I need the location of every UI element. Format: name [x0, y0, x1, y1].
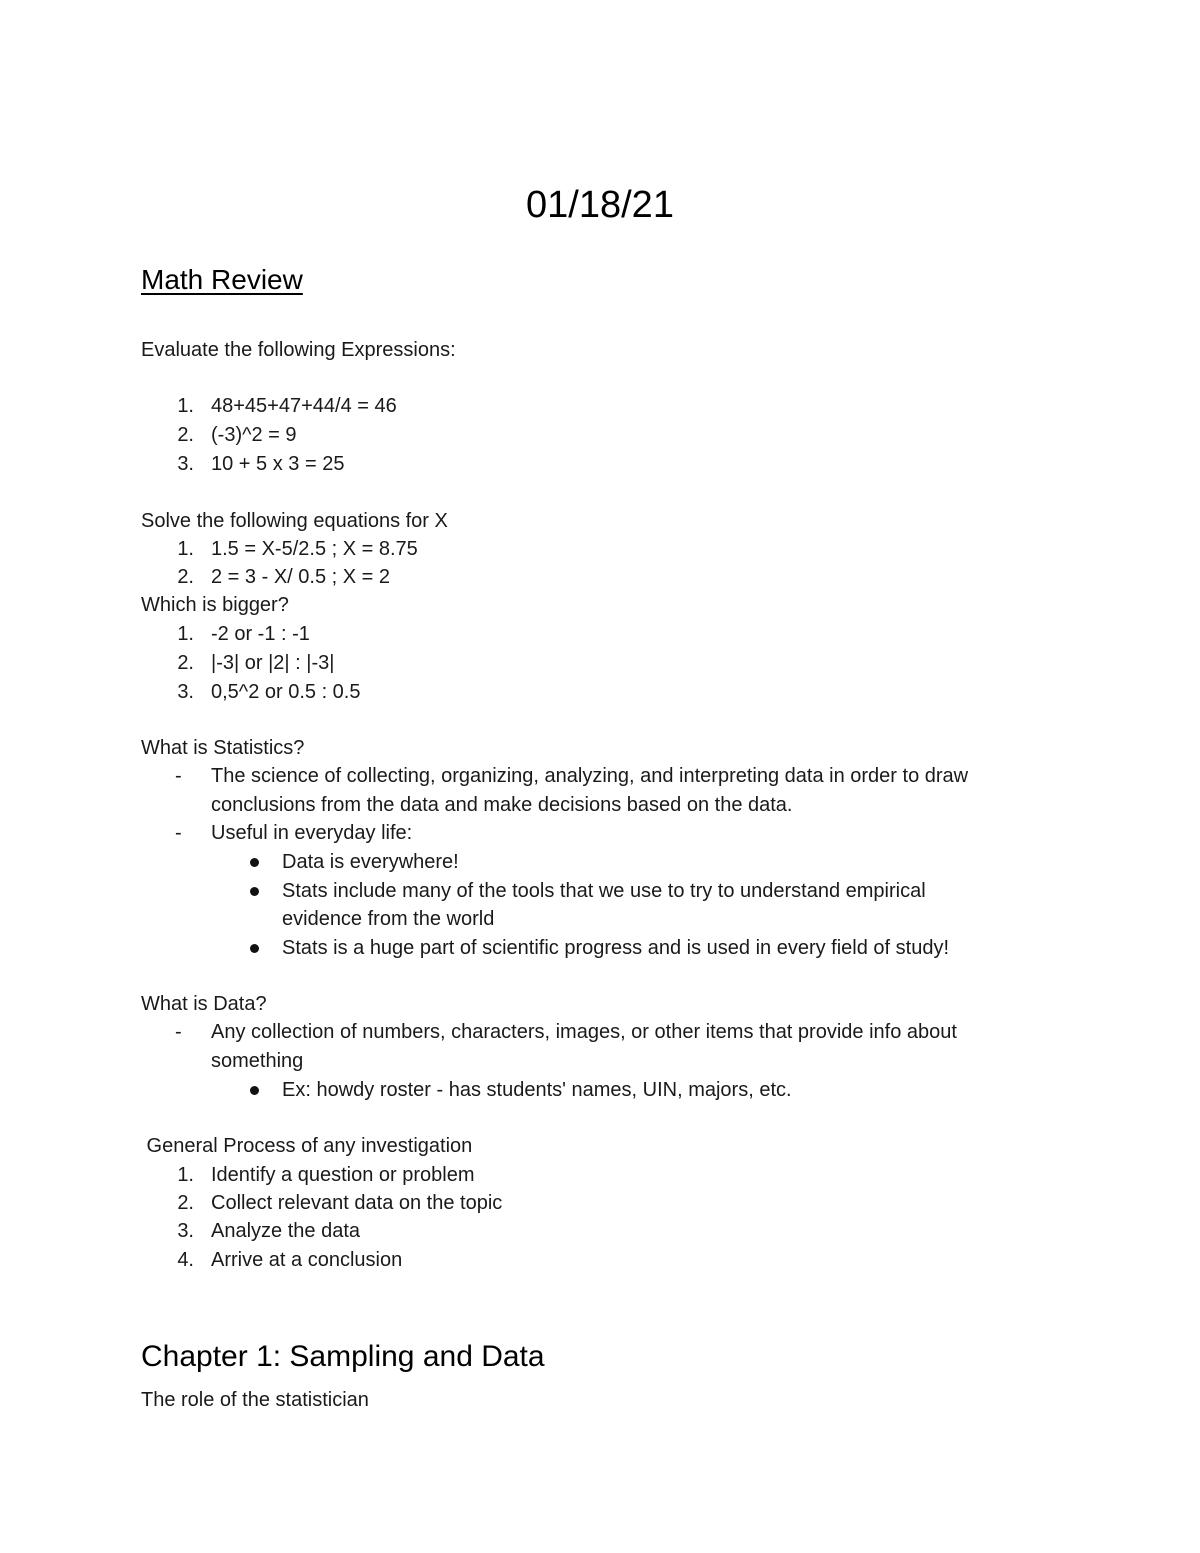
bullet-dot-icon: [250, 944, 259, 953]
list-item-text: Identify a question or problem: [211, 1164, 475, 1186]
dash-item-line: conclusions from the data and make decisions based on the data.: [211, 794, 793, 816]
bullet-dot-icon: [250, 887, 259, 896]
data-question: What is Data?: [141, 993, 267, 1015]
bullet-item-line: Data is everywhere!: [282, 851, 459, 873]
list-item-text: -2 or -1 : -1: [211, 623, 310, 645]
bullet-dot-icon: [250, 1086, 259, 1095]
list-number: 2.: [177, 424, 194, 446]
process-heading: General Process of any investigation: [141, 1135, 473, 1157]
chapter-heading: Chapter 1: Sampling and Data: [141, 1340, 545, 1373]
list-number: 1.: [177, 623, 194, 645]
statistics-question: What is Statistics?: [141, 737, 305, 759]
list-item-text: Collect relevant data on the topic: [211, 1192, 503, 1214]
chapter-subheading: The role of the statistician: [141, 1389, 369, 1411]
dash-item-line: something: [211, 1050, 304, 1072]
dash-marker: -: [175, 1021, 182, 1043]
bullet-item-line: evidence from the world: [282, 908, 495, 930]
list-number: 2.: [177, 1192, 194, 1214]
math-review-heading: Math Review: [141, 264, 303, 295]
date-title: 01/18/21: [526, 184, 674, 226]
list-number: 1.: [177, 395, 194, 417]
list-number: 2.: [177, 566, 194, 588]
bigger-prompt: Which is bigger?: [141, 594, 289, 616]
dash-marker: -: [175, 765, 182, 787]
list-item-text: 0,5^2 or 0.5 : 0.5: [211, 681, 361, 703]
list-item-text: Arrive at a conclusion: [211, 1249, 403, 1271]
list-number: 3.: [177, 681, 194, 703]
list-item-text: (-3)^2 = 9: [211, 424, 297, 446]
bullet-item-line: Stats is a huge part of scientific progress and is used in every field of study!: [282, 937, 950, 959]
list-number: 1.: [177, 538, 194, 560]
list-item-text: 2 = 3 - X/ 0.5 ; X = 2: [211, 566, 390, 588]
list-item-text: Analyze the data: [211, 1220, 360, 1242]
list-number: 2.: [177, 652, 194, 674]
solve-prompt: Solve the following equations for X: [141, 510, 448, 532]
evaluate-prompt: Evaluate the following Expressions:: [141, 339, 456, 361]
list-item-text: |-3| or |2| : |-3|: [211, 652, 335, 674]
list-number: 3.: [177, 1220, 194, 1242]
list-number: 3.: [177, 453, 194, 475]
dash-item-line: The science of collecting, organizing, analyzing, and interpreting data in order to draw: [211, 765, 969, 787]
list-number: 4.: [177, 1249, 194, 1271]
dash-item-line: Useful in everyday life:: [211, 822, 413, 844]
list-item-text: 10 + 5 x 3 = 25: [211, 453, 345, 475]
dash-marker: -: [175, 822, 182, 844]
dash-item-line: Any collection of numbers, characters, images, or other items that provide info about: [211, 1021, 957, 1043]
bullet-dot-icon: [250, 858, 259, 867]
bullet-item-line: Ex: howdy roster - has students' names, UIN, majors, etc.: [282, 1079, 792, 1101]
list-number: 1.: [177, 1164, 194, 1186]
list-item-text: 1.5 = X-5/2.5 ; X = 8.75: [211, 538, 418, 560]
bullet-item-line: Stats include many of the tools that we use to try to understand empirical: [282, 880, 926, 902]
list-item-text: 48+45+47+44/4 = 46: [211, 395, 397, 417]
